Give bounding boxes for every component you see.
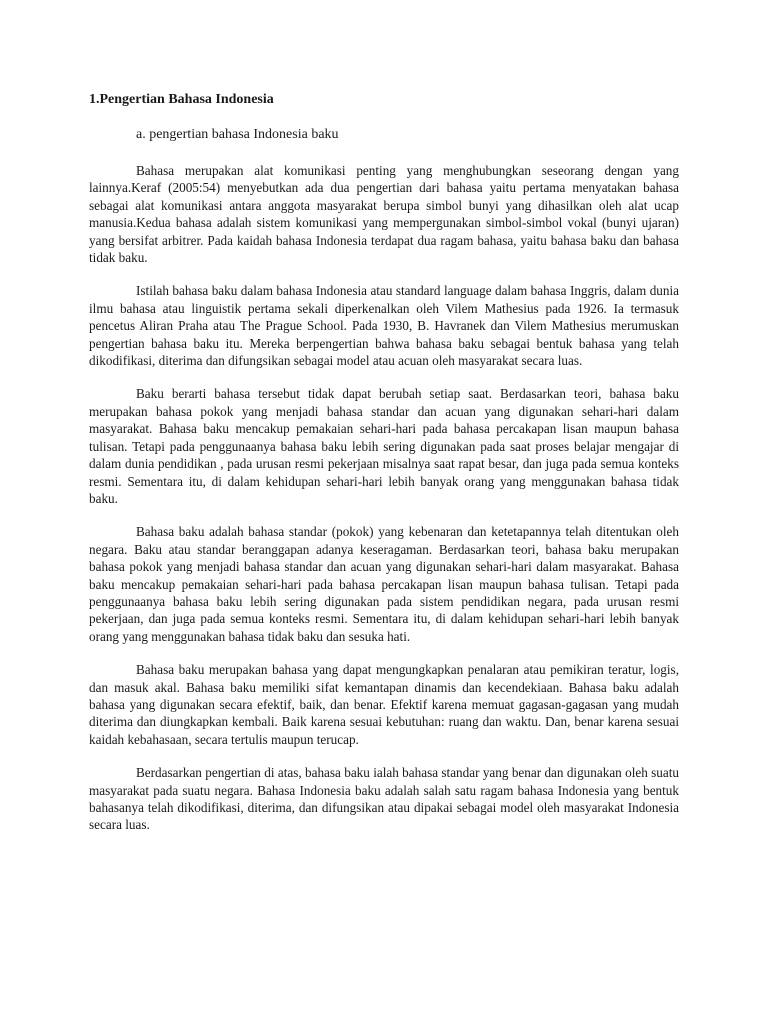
paragraph-4: Bahasa baku adalah bahasa standar (pokok) yang kebenaran dan ketetapannya telah ditentukan oleh negara. Baku atau standar beranggapan adanya keseragaman. Berdasarkan teori, bahasa baku merupakan bahasa pokok yang menjadi bahasa standar dan acuan yang digunakan sehari-hari dalam masyarakat. Bahasa baku mencakup pemakaian sehari-hari pada bahasa percakapan lisan maupun bahasa tulisan. Tetapi pada penggunaanya bahasa baku lebih sering digunakan pada sistem pendidikan negara, pada urusan resmi pekerjaan, dan juga pada semua konteks resmi. Sementara itu, di dalam kehidupan sehari-hari lebih banyak orang yang menggunakan bahasa tidak baku dan sesuka hati.: [89, 524, 679, 644]
section-subheading: a. pengertian bahasa Indonesia baku: [136, 127, 339, 142]
paragraph-2: Istilah bahasa baku dalam bahasa Indonesia atau standard language dalam bahasa Inggris, dalam dunia ilmu bahasa atau linguistik pertama sekali diperkenalkan oleh Vilem Mathesius pada 1926. Ia termasuk pencetus Aliran Praha atau The Prague School. Pada 1930, B. Havranek dan Vilem Mathesius merumuskan pengertian bahasa baku itu. Mereka berpengertian bahwa bahasa baku sebagai bentuk bahasa yang telah dikodifikasi, diterima dan difungsikan sebagai model atau acuan oleh masyarakat secara luas.: [89, 283, 679, 369]
paragraph-5: Bahasa baku merupakan bahasa yang dapat mengungkapkan penalaran atau pemikiran teratur, logis, dan masuk akal. Bahasa baku memiliki sifat kemantapan dinamis dan kecendekiaan. Bahasa baku adalah bahasa yang digunakan secara efektif, baik, dan benar. Efektif karena memuat gagasan-gagasan yang mudah diterima dan diungkapkan kembali. Baik karena sesuai kebutuhan: ruang dan waktu. Dan, benar karena sesuai kaidah kebahasaan, secara tertulis maupun terucap.: [89, 662, 679, 747]
paragraph-1: Bahasa merupakan alat komunikasi penting yang menghubungkan seseorang dengan yang lainnya.Keraf (2005:54) menyebutkan ada dua pengertian dari bahasa yaitu pertama menyatakan bahasa sebagai alat komunikasi antara anggota masyarakat berupa simbol bunyi yang dihasilkan oleh alat ucap manusia.Kedua bahasa adalah sistem komunikasi yang mempergunakan simbol-simbol vokal (bunyi ujaran) yang bersifat arbitrer. Pada kaidah bahasa Indonesia terdapat dua ragam bahasa, yaitu bahasa baku dan bahasa tidak baku.: [89, 163, 679, 266]
paragraph-6: Berdasarkan pengertian di atas, bahasa baku ialah bahasa standar yang benar dan digunakan oleh suatu masyarakat pada suatu negara. Bahasa Indonesia baku adalah salah satu ragam bahasa Indonesia yang bentuk bahasanya telah dikodifikasi, diterima, dan difungsikan atau dipakai sebagai model oleh masyarakat Indonesia secara luas.: [89, 765, 679, 833]
document-heading: 1.Pengertian Bahasa Indonesia: [89, 92, 274, 107]
document-body: [89, 90, 679, 850]
paragraph-3: Baku berarti bahasa tersebut tidak dapat berubah setiap saat. Berdasarkan teori, bahasa baku merupakan bahasa pokok yang menjadi bahasa standar dan acuan yang digunakan sehari-hari dalam masyarakat. Bahasa baku mencakup pemakaian sehari-hari pada bahasa percakapan lisan maupun bahasa tulisan. Tetapi pada penggunaanya bahasa baku lebih sering digunakan pada saat proses belajar mengajar di dalam dunia pendidikan , pada urusan resmi pekerjaan misalnya saat rapat besar, dan juga pada semua konteks resmi. Sementara itu, di dalam kehidupan sehari-hari lebih banyak orang yang menggunakan bahasa tidak baku.: [89, 386, 679, 506]
